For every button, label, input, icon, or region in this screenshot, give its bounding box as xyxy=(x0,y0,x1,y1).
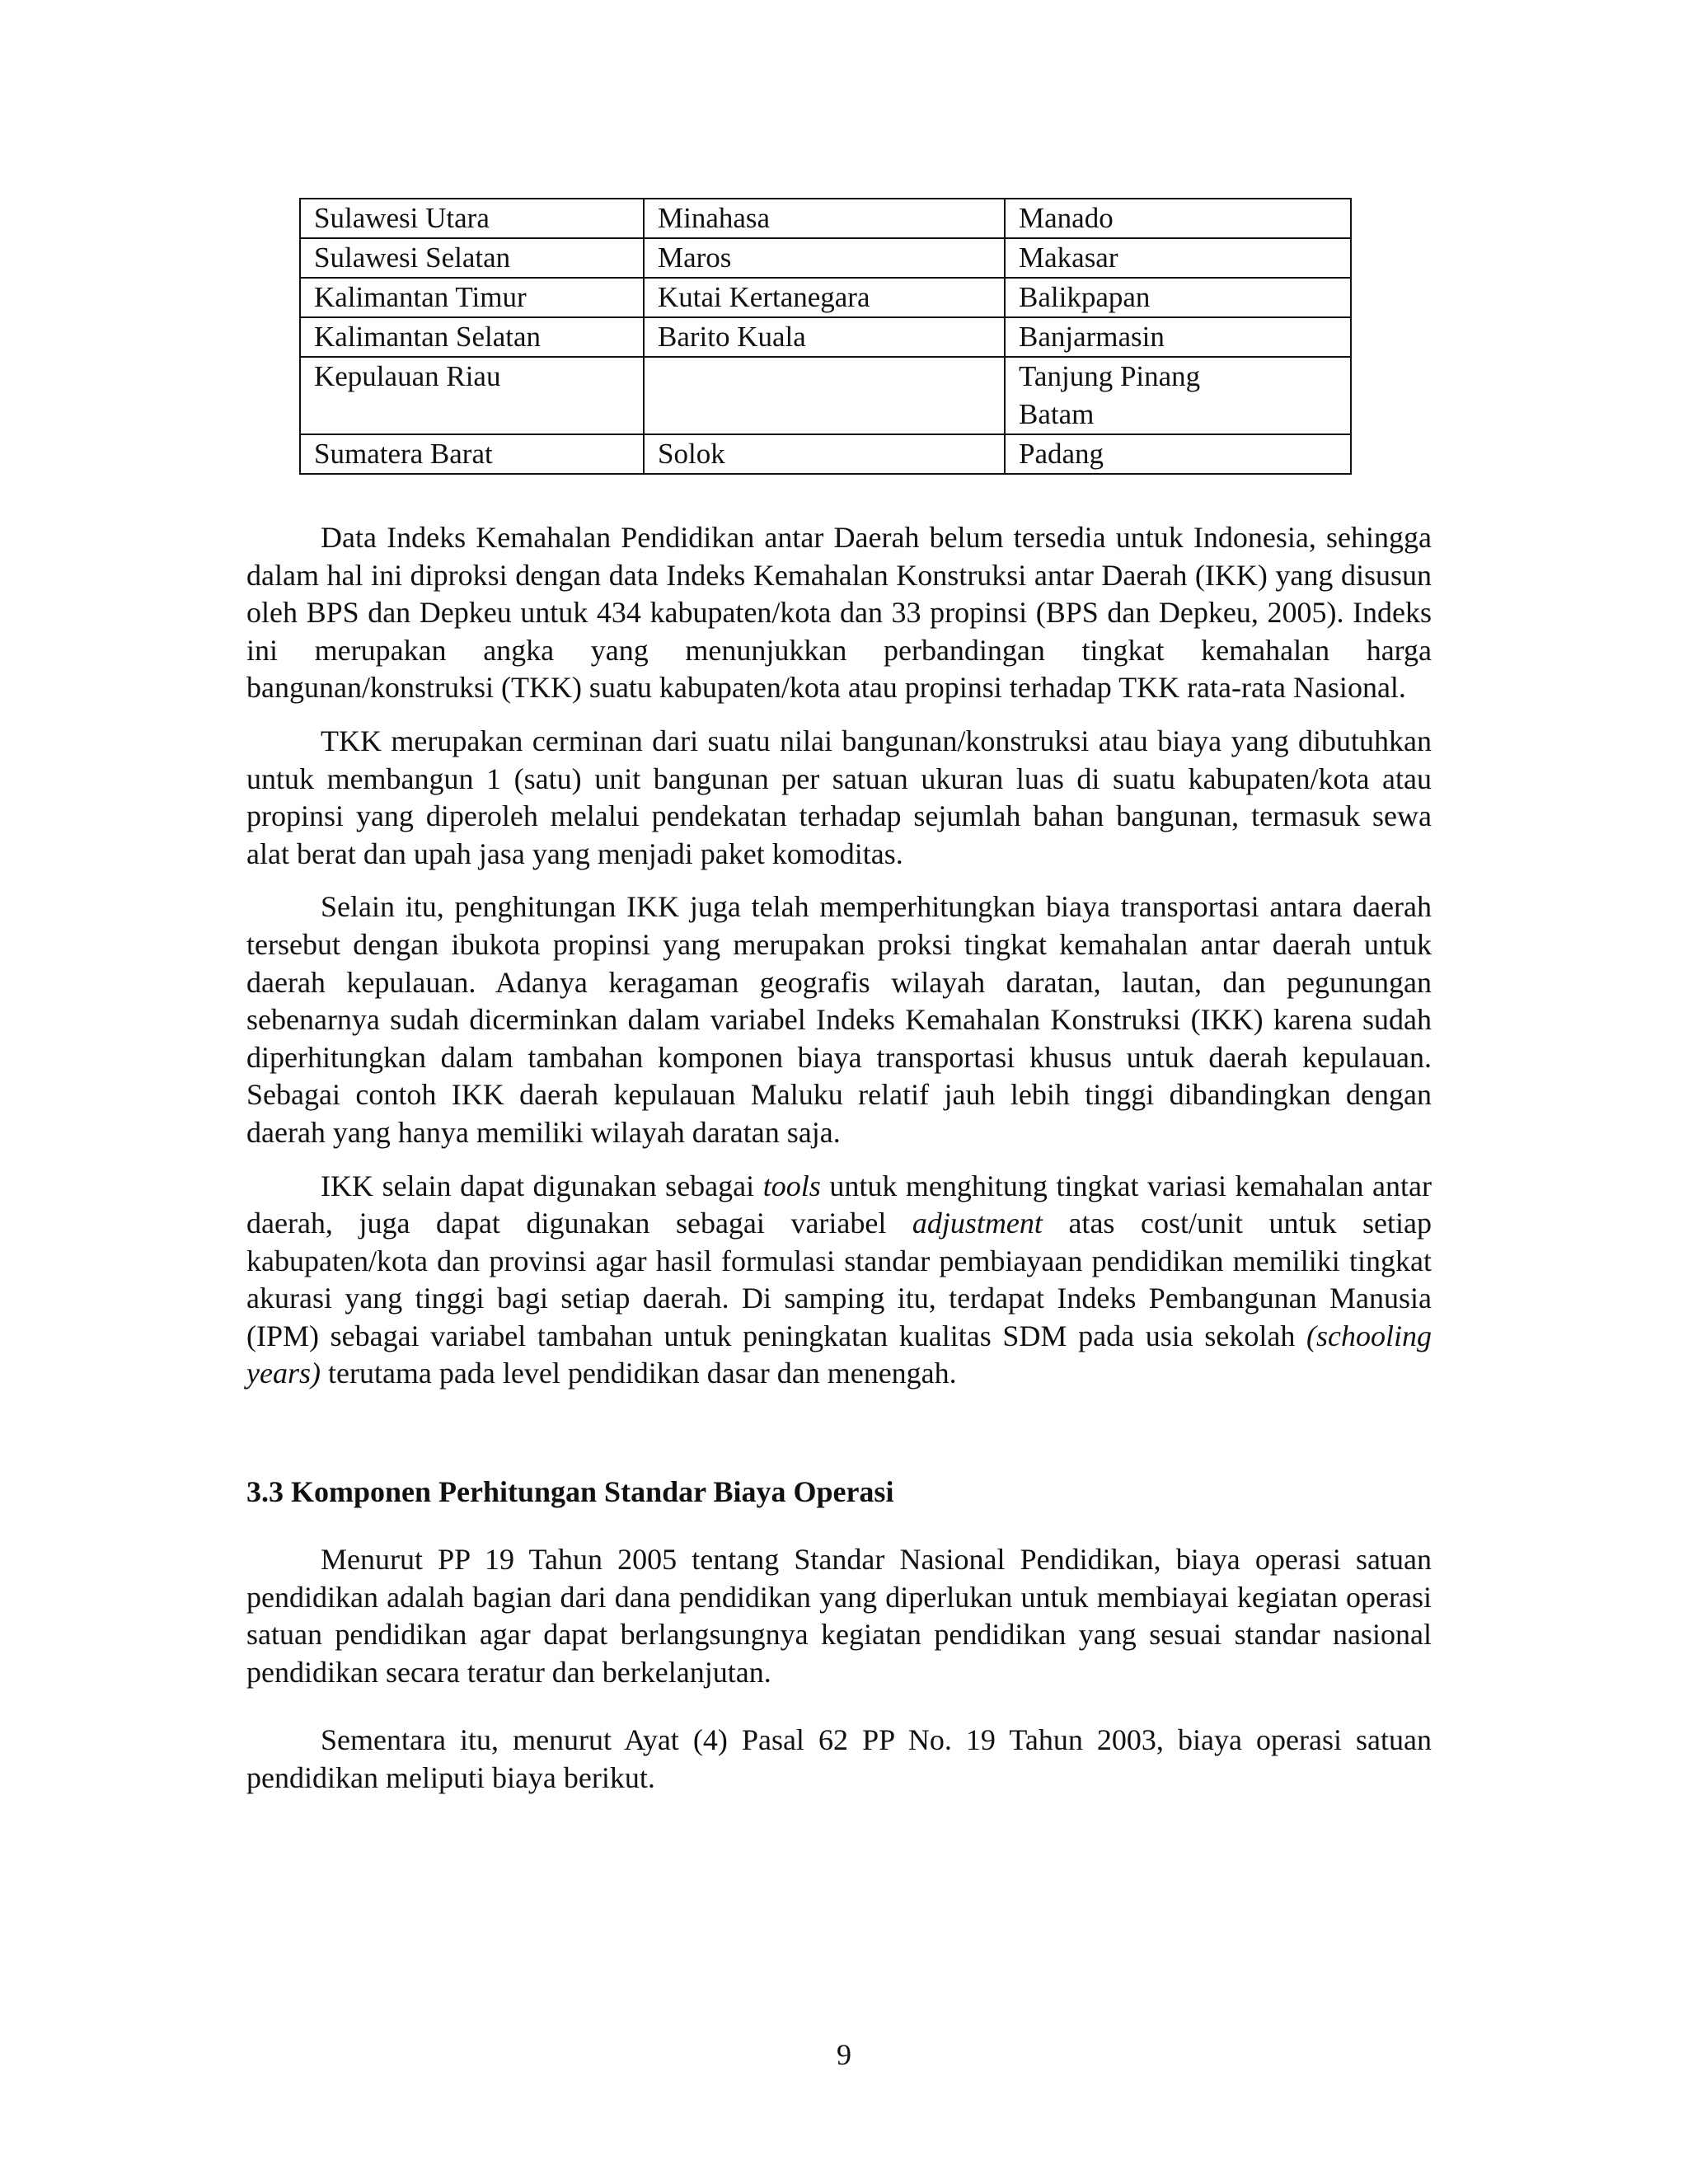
table-row xyxy=(300,238,1351,278)
italic-term: (schooling years) xyxy=(246,1319,1432,1390)
table-row xyxy=(300,434,1351,474)
province-cell: Kalimantan Timur xyxy=(300,278,644,317)
region-table xyxy=(299,198,1352,475)
regency-cell: Kutai Kertanegara xyxy=(644,278,1005,317)
province-cell: Sumatera Barat xyxy=(300,434,644,474)
paragraph-transport-cost: Selain itu, penghitungan IKK juga telah memperhitungkan biaya transportasi antara daerah tersebut dengan ibukota propinsi yang merupakan proksi tingkat kemahalan antar daerah untuk daerah kepulauan. Adanya keragaman geografis wilayah daratan, lautan, dan pegunungan sebenarnya sudah dicerminkan dalam variabel Indeks Kemahalan Konstruksi (IKK) karena sudah diperhitungkan dalam tambahan komponen biaya transportasi khusus untuk daerah kepulauan. Sebagai contoh IKK daerah kepulauan Maluku relatif jauh lebih tinggi dibandingkan dengan daerah yang hanya memiliki wilayah daratan saja. xyxy=(246,890,1432,1149)
paragraph-ikk-usage xyxy=(246,1168,1432,1394)
city-line: Tanjung Pinang xyxy=(1019,360,1201,392)
table-row xyxy=(300,278,1351,317)
table-row xyxy=(300,357,1351,434)
table-row xyxy=(300,317,1351,357)
italic-term: adjustment xyxy=(912,1207,1043,1240)
text-run: terutama pada level pendidikan dasar dan menengah. xyxy=(320,1357,957,1390)
text-run: IKK selain dapat digunakan sebagai xyxy=(321,1169,763,1202)
text-run: atas cost/unit untuk setiap kabupaten/kota dan provinsi agar hasil formulasi standar pembiayaan pendidikan memiliki tingkat akurasi yang tinggi bagi setiap daerah. Di samping itu, terdapat Indeks Pembangunan Manusia (IPM) sebagai variabel tambahan untuk peningkatan kualitas SDM pada usia sekolah xyxy=(246,1207,1432,1352)
province-cell: Kalimantan Selatan xyxy=(300,317,644,357)
regency-cell: Barito Kuala xyxy=(644,317,1005,357)
city-cell: Manado xyxy=(1005,199,1351,238)
regency-cell: Maros xyxy=(644,238,1005,278)
page-number: 9 xyxy=(837,2038,851,2071)
province-cell: Kepulauan Riau xyxy=(300,357,644,434)
regency-cell xyxy=(644,357,1005,434)
province-cell: Sulawesi Selatan xyxy=(300,238,644,278)
paragraph-tkk-definition: TKK merupakan cerminan dari suatu nilai bangunan/konstruksi atau biaya yang dibutuhkan untuk membangun 1 (satu) unit bangunan per satuan ukuran luas di suatu kabupaten/kota atau propinsi yang diperoleh melalui pendekatan terhadap sejumlah bahan bangunan, termasuk sewa alat berat dan upah jasa yang menjadi paket komoditas. xyxy=(246,724,1432,870)
regency-cell: Minahasa xyxy=(644,199,1005,238)
city-cell: Balikpapan xyxy=(1005,278,1351,317)
paragraph-operating-cost-definition: Menurut PP 19 Tahun 2005 tentang Standar Nasional Pendidikan, biaya operasi satuan pendidikan adalah bagian dari dana pendidikan yang diperlukan untuk membiayai kegiatan operasi satuan pendidikan agar dapat berlangsungnya kegiatan pendidikan yang sesuai standar nasional pendidikan secara teratur dan berkelanjutan. xyxy=(246,1543,1432,1689)
city-line: Batam xyxy=(1019,398,1095,430)
text-run: untuk menghitung tingkat variasi kemahalan antar daerah, juga dapat digunakan sebagai variabel xyxy=(246,1169,1432,1240)
province-cell: Sulawesi Utara xyxy=(300,199,644,238)
paragraph-ikk-intro: Data Indeks Kemahalan Pendidikan antar Daerah belum tersedia untuk Indonesia, sehingga dalam hal ini diproksi dengan data Indeks Kemahalan Konstruksi antar Daerah (IKK) yang disusun oleh BPS dan Depkeu untuk 434 kabupaten/kota dan 33 propinsi (BPS dan Depkeu, 2005). Indeks ini merupakan angka yang menunjukkan perbandingan tingkat kemahalan harga bangunan/konstruksi (TKK) suatu kabupaten/kota atau propinsi terhadap TKK rata-rata Nasional. xyxy=(246,521,1432,705)
city-cell: Makasar xyxy=(1005,238,1351,278)
section-heading: 3.3 Komponen Perhitungan Standar Biaya Operasi xyxy=(246,1475,894,1509)
italic-term: tools xyxy=(762,1169,821,1202)
city-cell: Padang xyxy=(1005,434,1351,474)
regency-cell: Solok xyxy=(644,434,1005,474)
city-cell: Banjarmasin xyxy=(1005,317,1351,357)
city-cell xyxy=(1005,357,1351,434)
body-text xyxy=(246,519,1432,1813)
table-row xyxy=(300,199,1351,238)
paragraph-operating-cost-components: Sementara itu, menurut Ayat (4) Pasal 62 PP No. 19 Tahun 2003, biaya operasi satuan pendidikan meliputi biaya berikut. xyxy=(246,1723,1432,1795)
